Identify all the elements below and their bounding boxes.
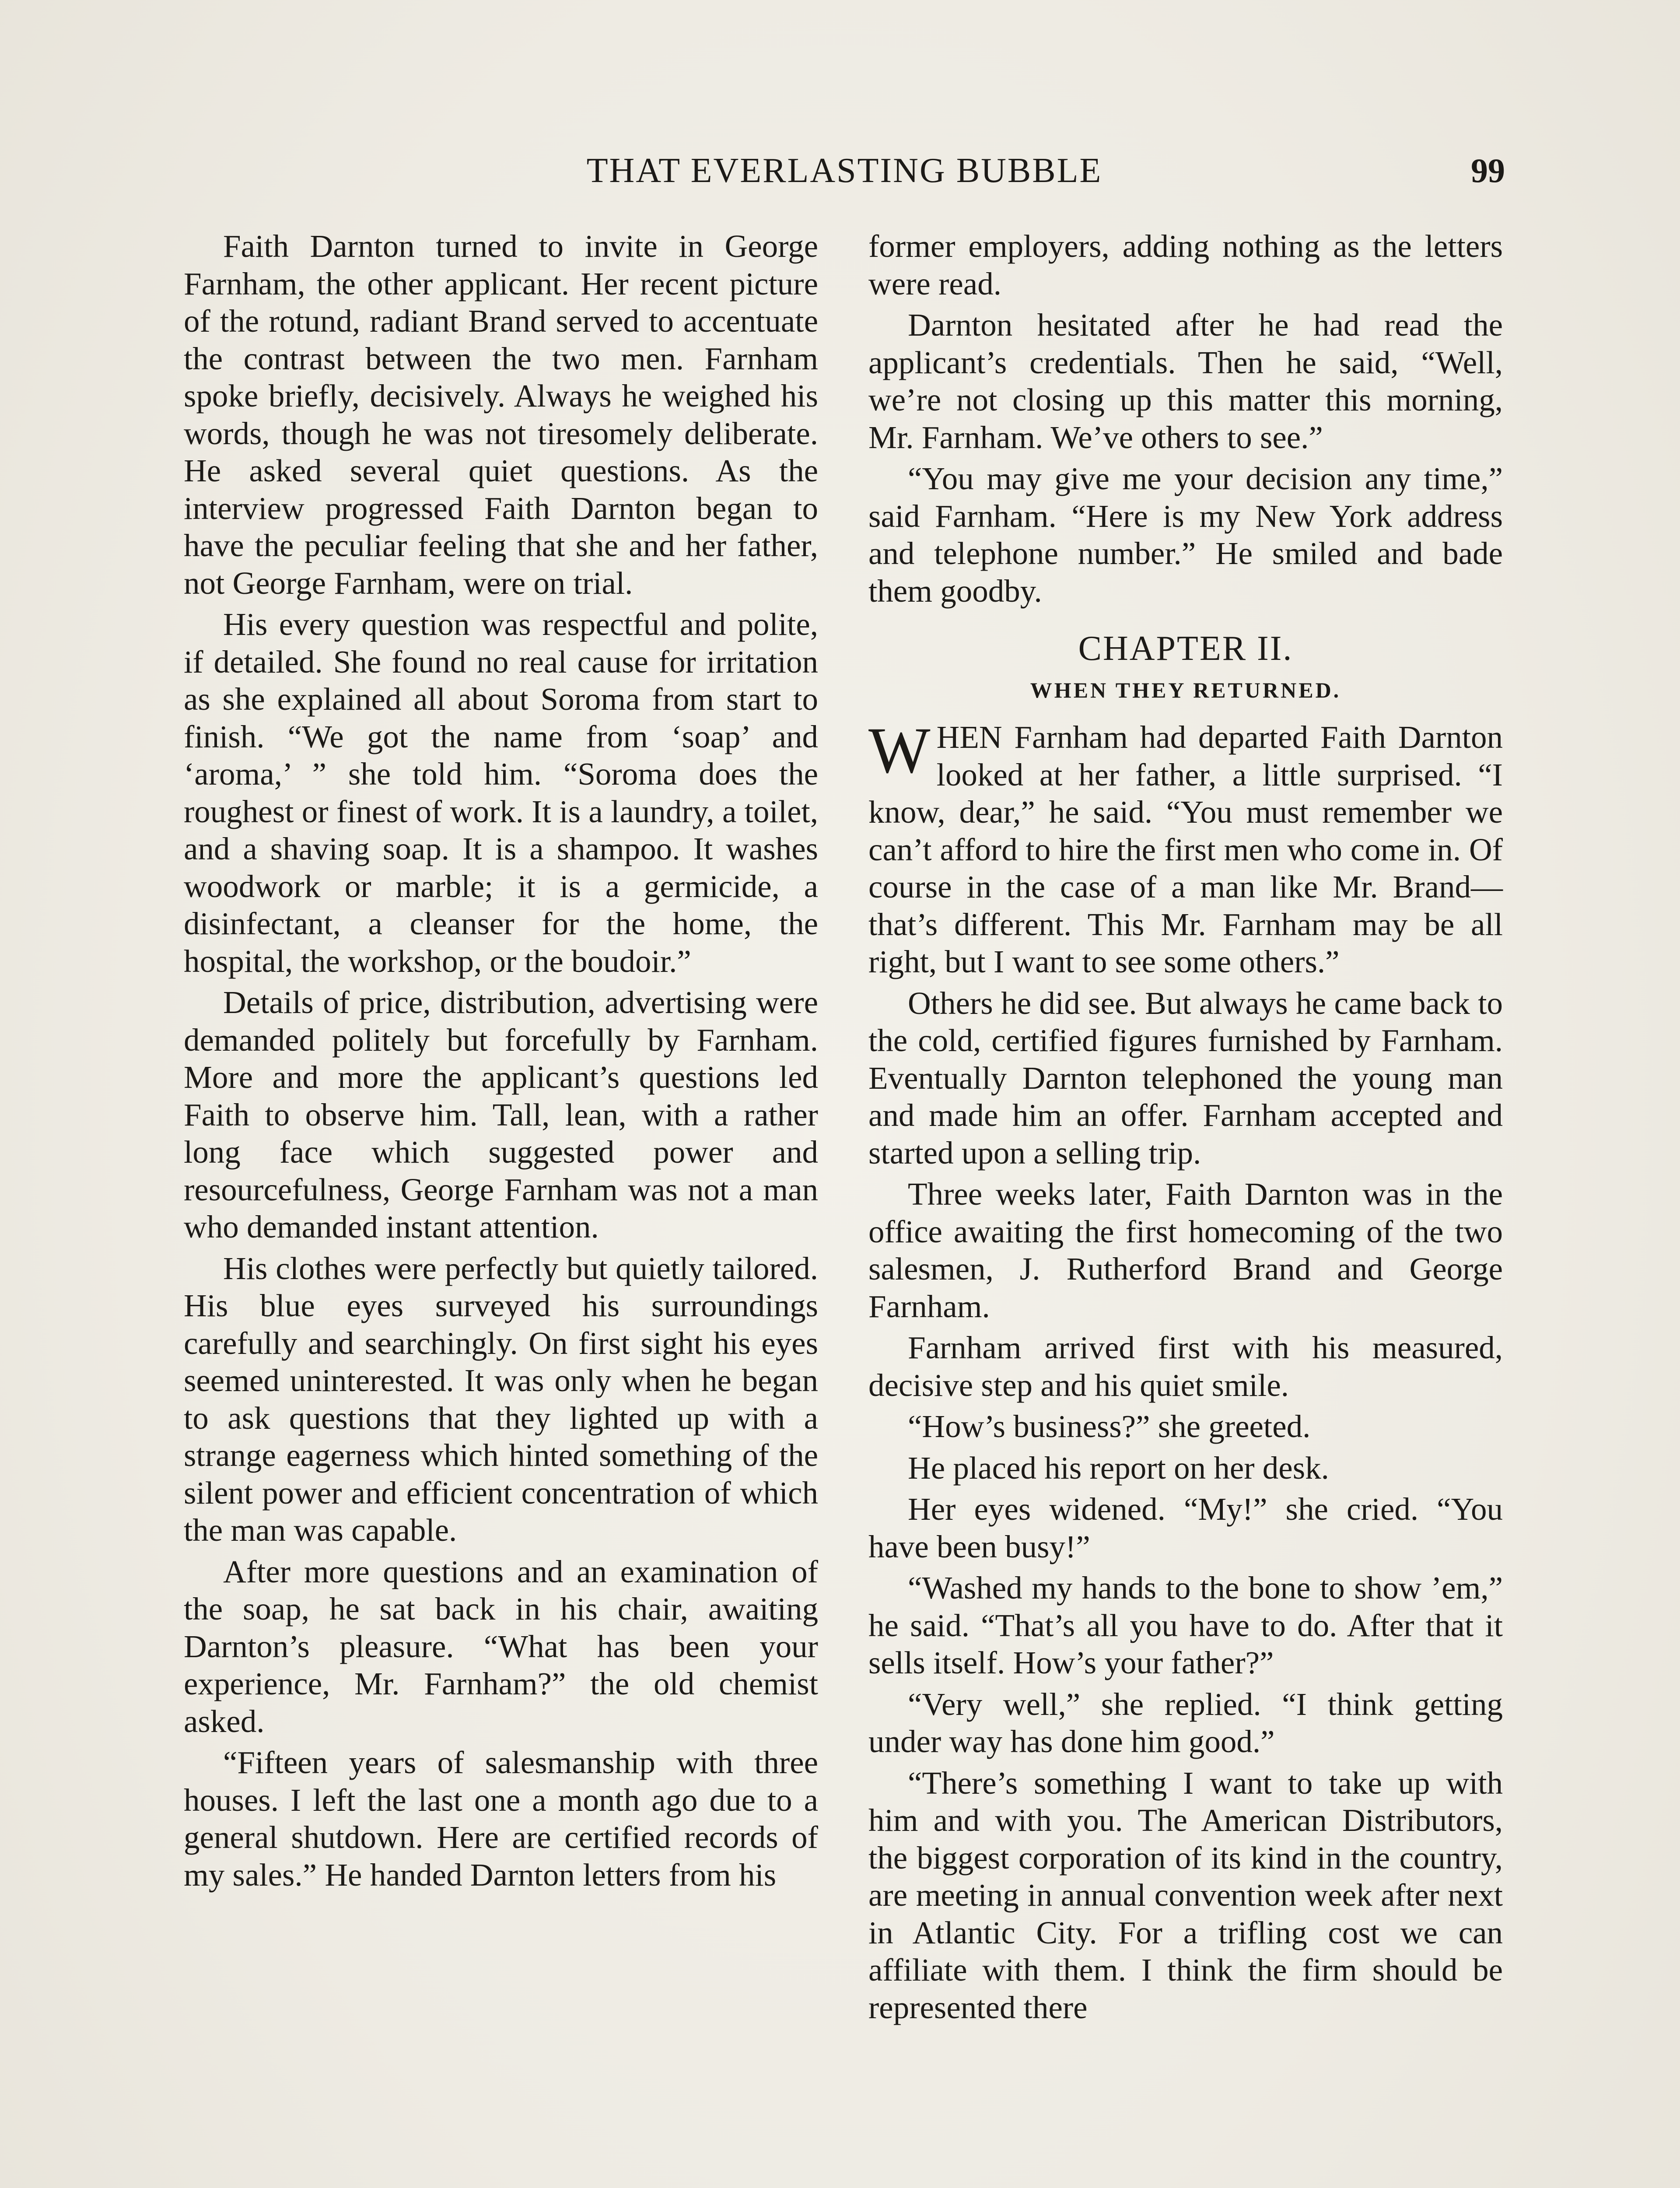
paragraph: “There’s something I want to take up with him and with you. The American Distributors, the biggest corporation of its kind in the country, are meeting in annual convention week after next in Atlantic City. For a trifling cost we can affiliate with them. I think the firm should be represented there bbox=[868, 1765, 1503, 2025]
paragraph: Her eyes widened. “My!” she cried. “You have been busy!” bbox=[868, 1491, 1503, 1564]
drop-cap: W bbox=[868, 714, 931, 787]
left-column bbox=[184, 228, 818, 1897]
paragraph: Darnton hesitated after he had read the applicant’s credentials. Then he said, “Well, we’re not closing up this matter this morning, Mr. Farnham. We’ve others to see.” bbox=[868, 307, 1503, 455]
paragraph: “Fifteen years of salesmanship with three houses. I left the last one a month ago due to a general shutdown. Here are certified records of my sales.” He handed Darnton letters from his bbox=[184, 1745, 818, 1893]
paragraph: “Washed my hands to the bone to show ’em,” he said. “That’s all you have to do. After that it sells itself. How’s your father?” bbox=[868, 1570, 1503, 1680]
chapter-opening-paragraph bbox=[868, 714, 1503, 981]
continued-paragraph: former employers, adding nothing as the letters were read. bbox=[868, 228, 1503, 302]
running-title: THAT EVERLASTING BUBBLE bbox=[586, 151, 1102, 190]
chapter-title: CHAPTER II. bbox=[1078, 629, 1293, 668]
paragraph: His every question was respectful and polite, if detailed. She found no real cause for irritation as she explained all about Soroma from start to finish. “We got the name from ‘soap’ and ‘aroma,’ ” she told him. “Soroma does the roughest or finest of work. It is a laundry, a toilet, and a shaving soap. It is a shampoo. It washes woodwork or marble; it is a germicide, a disinfectant, a cleanser for the home, the hospital, the workshop, or the boudoir.” bbox=[184, 607, 818, 979]
chapter-subtitle: WHEN THEY RETURNED. bbox=[1030, 678, 1341, 702]
page-number: 99 bbox=[1471, 151, 1505, 189]
paragraph: He placed his report on her desk. bbox=[908, 1450, 1329, 1486]
running-head bbox=[184, 144, 1505, 197]
paragraph: Farnham arrived first with his measured, decisive step and his quiet smile. bbox=[868, 1330, 1503, 1403]
paragraph: Faith Darnton turned to invite in George Farnham, the other applicant. Her recent picture of the rotund, radiant Brand served to accentuate the contrast between the two men. Farnham spoke briefly, decisively. Always he weighed his words, though he was not tiresomely deliberate. He asked several quiet questions. As the interview progressed Faith Darnton began to have the peculiar feeling that she and her father, not George Farnham, were on trial. bbox=[184, 228, 818, 601]
paragraph: “How’s business?” she greeted. bbox=[908, 1409, 1311, 1444]
opening-paragraph-text: HEN Farnham had departed Faith Darnton looked at her father, a little surprised. “I know, dear,” he said. “You must remember we can’t afford to hire the first men who come in. Of course in the case of a man like Mr. Brand—that’s different. This Mr. Farnham may be all right, but I want to see some others.” bbox=[868, 719, 1503, 979]
paragraph: After more questions and an examination of the soap, he sat back in his chair, awaiting Darnton’s pleasure. “What has been your experience, Mr. Farnham?” the old chemist asked. bbox=[184, 1553, 818, 1739]
paragraph: “You may give me your decision any time,” said Farnham. “Here is my New York address and telephone number.” He smiled and bade them goodby. bbox=[868, 461, 1503, 609]
paragraph: Three weeks later, Faith Darnton was in the office awaiting the first homecoming of the two salesmen, J. Rutherford Brand and George Farnham. bbox=[868, 1176, 1503, 1324]
paragraph: Details of price, distribution, advertising were demanded politely but forcefully by Farnham. More and more the applicant’s questions led Faith to observe him. Tall, lean, with a rather long face which suggested power and resourcefulness, George Farnham was not a man who demanded instant attention. bbox=[184, 985, 818, 1245]
paragraph: “Very well,” she replied. “I think getting under way has done him good.” bbox=[868, 1686, 1503, 1759]
paragraph: Others he did see. But always he came back to the cold, certified figures furnished by Farnham. Eventually Darnton telephoned the young man and made him an offer. Farnham accepted and started upon a selling trip. bbox=[868, 985, 1503, 1171]
right-column bbox=[868, 228, 1503, 2030]
paragraph: His clothes were perfectly but quietly tailored. His blue eyes surveyed his surroundings carefully and searchingly. On first sight his eyes seemed uninterested. It was only when he began to ask questions that they lighted up with a strange eagerness which hinted something of the silent power and efficient concentration of which the man was capable. bbox=[184, 1250, 818, 1548]
